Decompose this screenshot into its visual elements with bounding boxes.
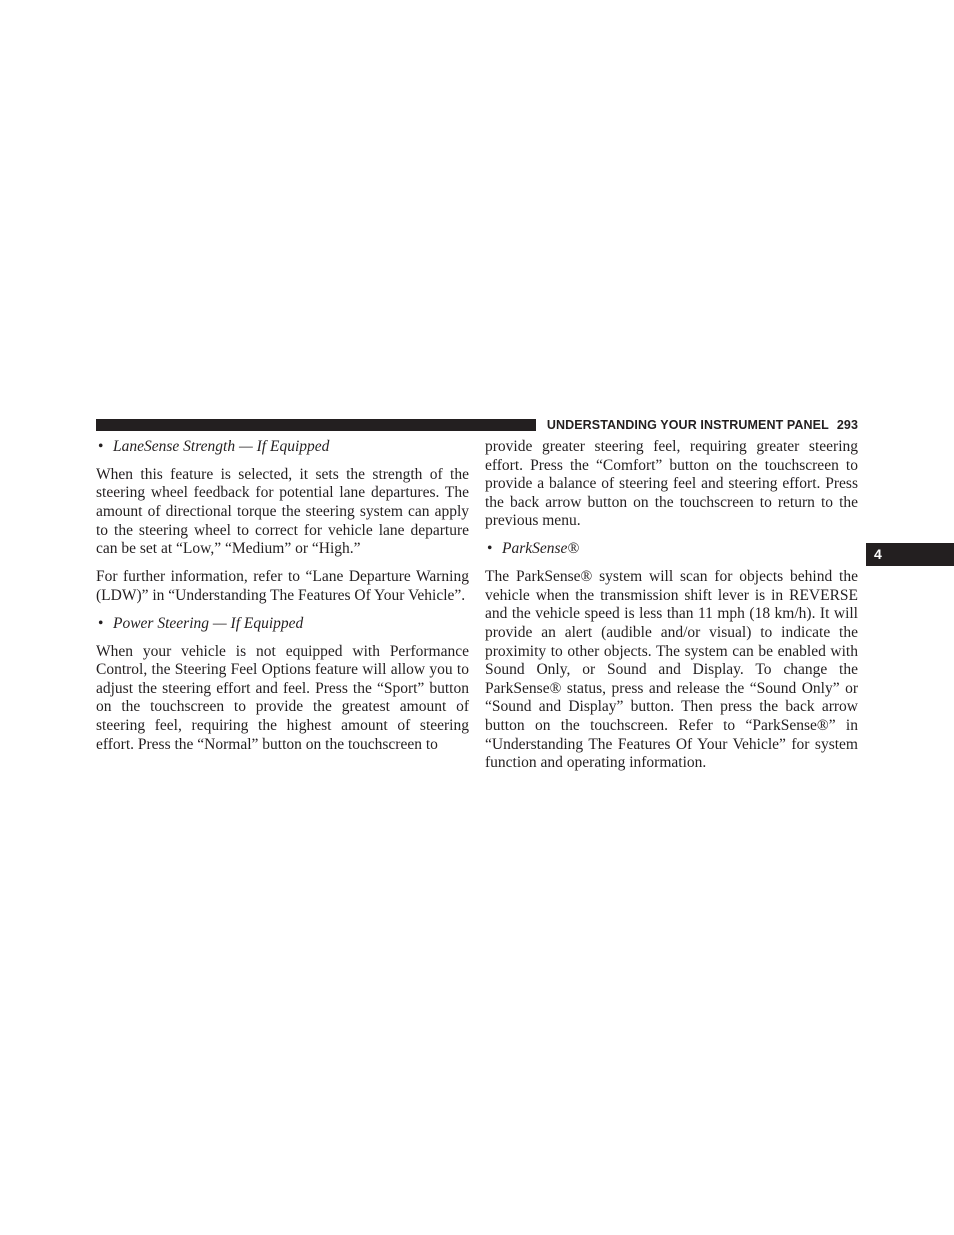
- bullet-heading: [96, 438, 469, 457]
- bullet-label: LaneSense Strength — If Equipped: [113, 438, 330, 455]
- paragraph: When your vehicle is not equipped with Performance Control, the Steering Feel Options feature will allow you to adjust the steering effort and feel. Press the “Sport” button on the touchscreen to provide the greatest amount of steering feel, requiring the highest amount of steering effort. Press the “Normal” button on the touchscreen to: [96, 642, 469, 753]
- running-header: [546, 417, 858, 433]
- right-column: [485, 438, 858, 782]
- chapter-tab: 4: [866, 543, 954, 566]
- bullet-heading: [96, 615, 469, 634]
- bullet-label: Power Steering — If Equipped: [113, 614, 304, 632]
- left-column: [96, 438, 469, 763]
- paragraph: provide greater steering feel, requiring greater steering effort. Press the “Comfort” button on the touchscreen to provide a balance of steering feel and steering effort. Press the back arrow button on the touchscreen to return to the previous menu.: [485, 438, 858, 530]
- bullet-label: ParkSense®: [502, 540, 580, 558]
- bullet-heading: [485, 540, 858, 559]
- paragraph: When this feature is selected, it sets the strength of the steering wheel feedback for potential lane departures. The amount of directional torque the steering system can apply to the steering wheel to correct for vehicle lane departure can be set at “Low,” “Medium” or “High.”: [96, 465, 469, 558]
- header-rule: [96, 419, 536, 431]
- paragraph: For further information, refer to “Lane Departure Warning (LDW)” in “Understanding The Features Of Your Vehicle”.: [96, 568, 469, 604]
- bullet-dot-icon: •: [98, 438, 104, 455]
- bullet-dot-icon: •: [487, 540, 493, 558]
- paragraph: The ParkSense® system will scan for objects behind the vehicle when the transmission shift lever is in REVERSE and the vehicle speed is less than 11 mph (18 km/h). It will provide an alert (audible and/or visual) to indicate the proximity to other objects. The system can be enabled with Sound Only, or Sound and Display. To change the ParkSense® status, press and release the “Sound Only” or “Sound and Display” button. Then press the back arrow button on the touchscreen. Refer to “ParkSense®” in “Understanding The Features Of Your Vehicle” for system function and operating information.: [485, 568, 858, 772]
- page-number: 293: [836, 418, 858, 432]
- bullet-dot-icon: •: [98, 614, 104, 632]
- section-title: UNDERSTANDING YOUR INSTRUMENT PANEL: [546, 418, 829, 432]
